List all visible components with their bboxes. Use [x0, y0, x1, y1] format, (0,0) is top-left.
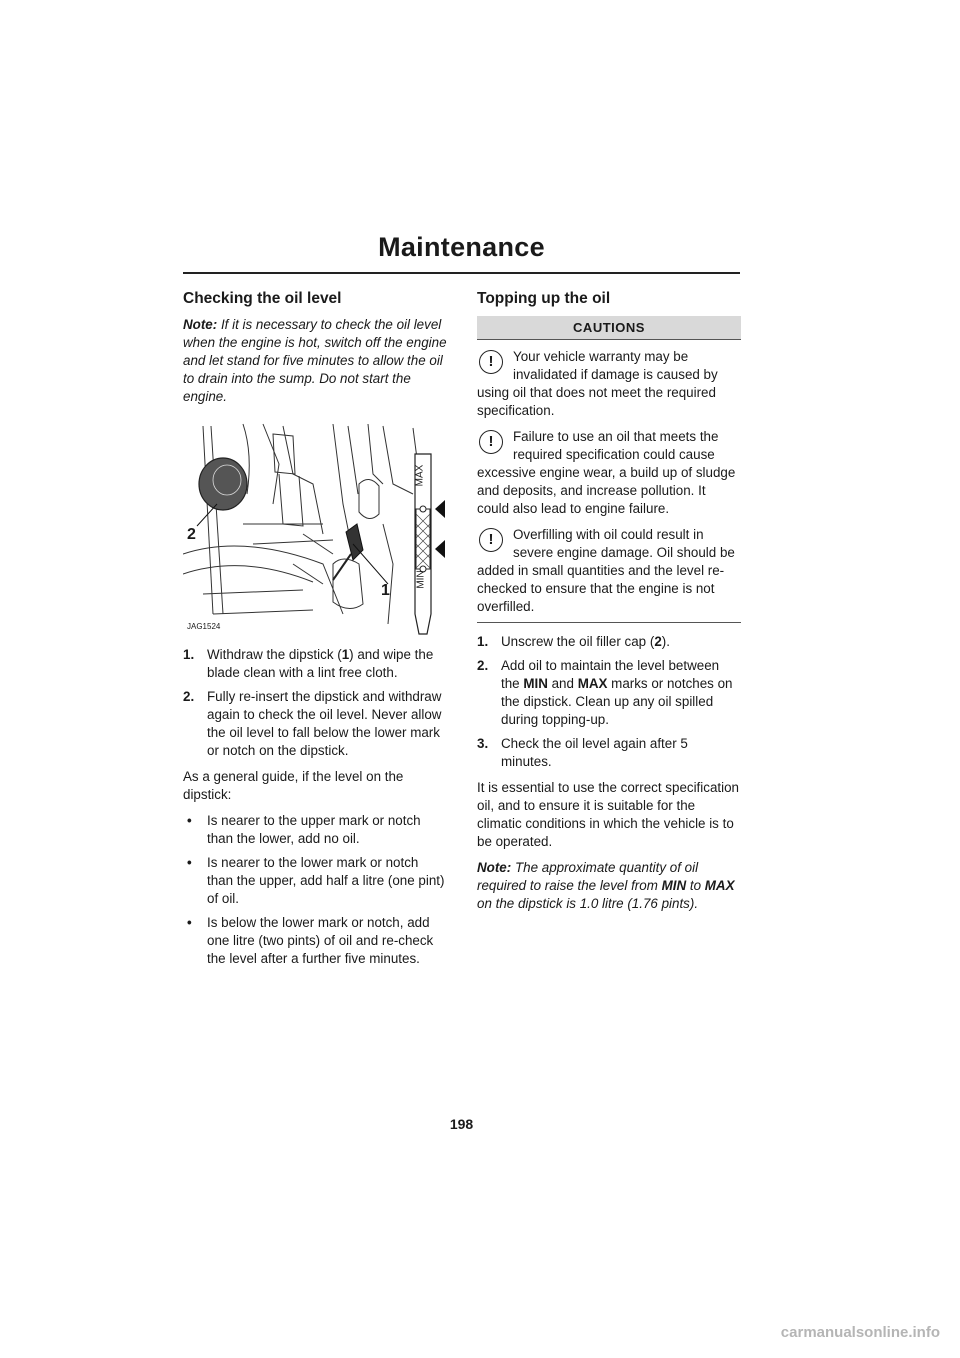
- cautions-divider: [477, 622, 741, 623]
- warning-icon: !: [479, 528, 503, 552]
- figure-label-1: 1: [381, 582, 390, 599]
- list-item: 2. Add oil to maintain the level between the MIN and MAX marks or notches on the dipstick. Clean up any oil spilled during topping-up.: [477, 658, 733, 727]
- figure-code: JAG1524: [187, 622, 221, 631]
- section-heading-checking: Checking the oil level: [183, 290, 342, 307]
- watermark: carmanualsonline.info: [780, 1324, 940, 1341]
- right-column: [477, 290, 741, 921]
- left-column: [183, 290, 447, 976]
- figure-label-max: MAX: [414, 464, 426, 487]
- warning-icon: !: [479, 430, 503, 454]
- warning-icon: !: [479, 350, 503, 374]
- caution-item: ! Failure to use an oil that meets the required specification could cause excessive engine wear, a build up of sludge and deposits, and increase pollution. It could also lead to engine failure.: [477, 429, 736, 516]
- cautions-box: [477, 316, 741, 623]
- topping-steps: [477, 633, 741, 771]
- caution-item: ! Your vehicle warranty may be invalidated if damage is caused by using oil that does not meet the required specification.: [477, 349, 718, 418]
- caution-item: ! Overfilling with oil could result in severe engine damage. Oil should be added in small quantities and the level re-checked to ensure that the engine is not overfilled.: [477, 527, 735, 614]
- note-label: Note:: [183, 317, 218, 332]
- list-item: 2. Fully re-insert the dipstick and withdraw again to check the oil level. Never allow the oil level to fall below the lower mark or notch on the dipstick.: [183, 689, 442, 758]
- list-item: 1. Withdraw the dipstick (1) and wipe the blade clean with a lint free cloth.: [183, 647, 434, 680]
- section-heading-topping: Topping up the oil: [477, 290, 611, 307]
- checking-steps: [183, 646, 447, 760]
- list-item: 3. Check the oil level again after 5 minutes.: [477, 736, 688, 769]
- dipstick-figure: [183, 414, 447, 636]
- list-item: • Is below the lower mark or notch, add one litre (two pints) of oil and re-check the level after a further five minutes.: [187, 915, 434, 966]
- cautions-header: CAUTIONS: [477, 316, 741, 340]
- figure-label-min: MIN: [415, 570, 427, 589]
- figure-label-2: 2: [187, 526, 196, 543]
- list-item: • Is nearer to the upper mark or notch than the lower, add no oil.: [187, 813, 421, 846]
- guide-bullets: [183, 812, 447, 968]
- note-hot-engine: [183, 316, 447, 406]
- list-item: 1. Unscrew the oil filler cap (2).: [477, 634, 670, 649]
- engine-illustration: [183, 414, 447, 636]
- guide-intro: As a general guide, if the level on the dipstick:: [183, 769, 404, 802]
- title-divider: [183, 272, 740, 274]
- note-text: If it is necessary to check the oil level when the engine is hot, switch off the engine and let stand for five minutes to allow the oil to drain into the sump. Do not start the engine.: [183, 317, 447, 404]
- page-number: 198: [449, 1116, 474, 1132]
- note-quantity: Note: The approximate quantity of oil required to raise the level from MIN to MAX on the dipstick is 1.0 litre (1.76 pints).: [477, 860, 735, 911]
- specification-paragraph: It is essential to use the correct specification oil, and to ensure it is suitable for the climatic conditions in which the vehicle is to be operated.: [477, 780, 739, 849]
- list-item: • Is nearer to the lower mark or notch than the upper, add half a litre (one pint) of oil.: [187, 855, 445, 906]
- page-title: Maintenance: [378, 232, 545, 262]
